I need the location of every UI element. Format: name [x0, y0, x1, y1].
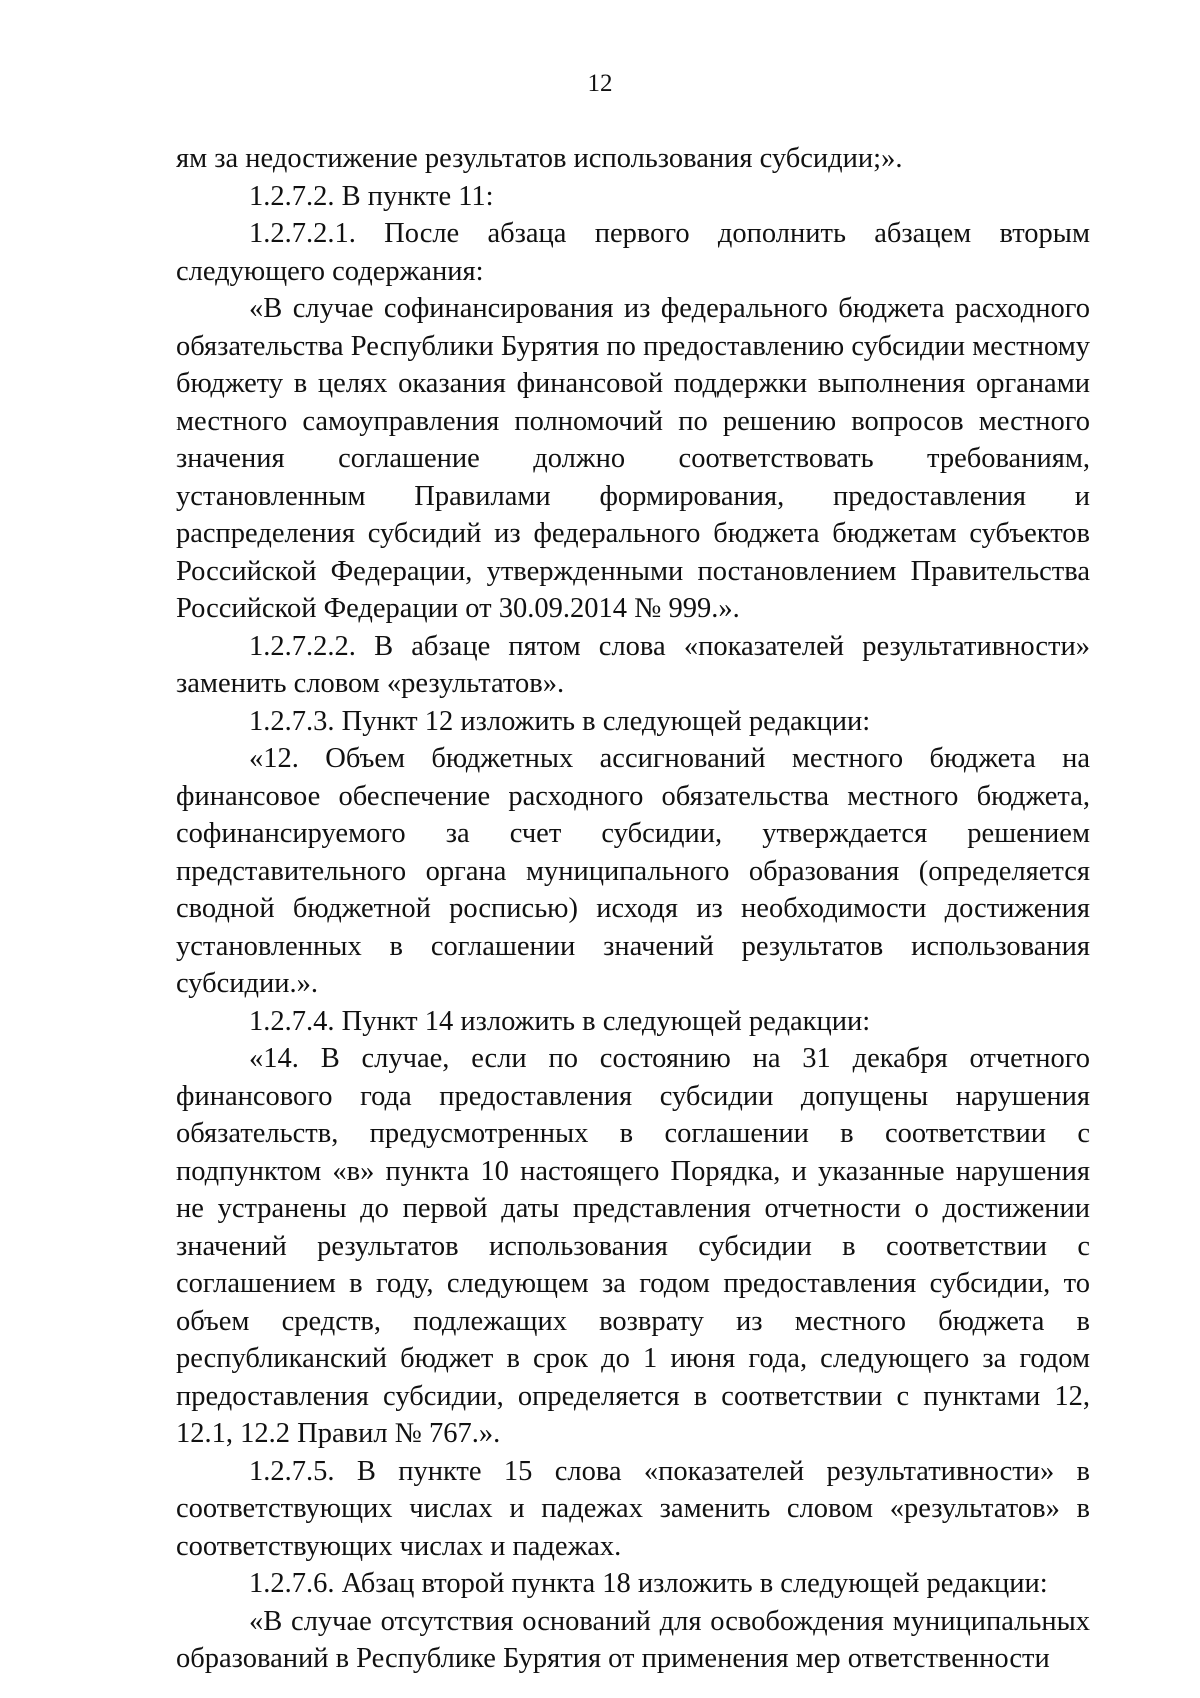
paragraph-1-2-7-2-1: 1.2.7.2.1. После абзаца первого дополнить абзацем вторым следующего содержания:	[176, 218, 1090, 287]
paragraph-1-2-7-4: 1.2.7.4. Пункт 14 изложить в следующей редакции:	[249, 1005, 871, 1037]
paragraph-continuation: ям за недостижение результатов использования субсидии;».	[176, 143, 903, 174]
paragraph-quote-14: «14. В случае, если по состоянию на 31 декабря отчетного финансового года предоставления субсидии допущены нарушения обязательств, предусмотренных в соглашении в соответствии с подпунктом «в» пункта 10 настоящего Порядка, и указанные нарушения не устранены до первой даты представления отчетности о достижении значений результатов использования субсидии в соответствии с соглашением в году, следующем за годом предоставления субсидии, то объем средств, подлежащих возврату из местного бюджета в республиканский бюджет в срок до 1 июня года, следующего за годом предоставления субсидии, определяется в соответствии с пунктами 12, 12.1, 12.2 Правил № 767.».	[176, 1043, 1090, 1449]
page-number: 12	[587, 70, 613, 97]
paragraph-1-2-7-6: 1.2.7.6. Абзац второй пункта 18 изложить в следующей редакции:	[249, 1568, 1048, 1599]
paragraph-quote-cofinancing: «В случае софинансирования из федерального бюджета расходного обязательства Республики Бурятия по предоставлению субсидии местному бюджету в целях оказания финансовой поддержки выполнения органами местного самоуправления полномочий по решению вопросов местного значения соглашение должно соответствовать требованиям, установленным Правилами формирования, предоставления и распределения субсидий из федерального бюджета бюджетам субъектов Российской Федерации, утвержденными постановлением Правительства Российской Федерации от 30.09.2014 № 999.».	[176, 293, 1090, 624]
paragraph-1-2-7-3: 1.2.7.3. Пункт 12 изложить в следующей редакции:	[249, 705, 871, 737]
paragraph-1-2-7-2-2: 1.2.7.2.2. В абзаце пятом слова «показателей результативности» заменить словом «результатов».	[176, 630, 1090, 699]
document-body	[176, 140, 1090, 1678]
paragraph-1-2-7-2: 1.2.7.2. В пункте 11:	[249, 180, 494, 212]
paragraph-quote-18: «В случае отсутствия оснований для освобождения муниципальных образований в Республике Бурятия от применения мер ответственности	[176, 1605, 1090, 1674]
paragraph-1-2-7-5: 1.2.7.5. В пункте 15 слова «показателей результативности» в соответствующих числах и падежах заменить словом «результатов» в соответствующих числах и падежах.	[176, 1455, 1090, 1562]
paragraph-quote-12: «12. Объем бюджетных ассигнований местного бюджета на финансовое обеспечение расходного обязательства местного бюджета, софинансируемого за счет субсидии, утверждается решением представительного органа муниципального образования (определяется сводной бюджетной росписью) исходя из необходимости достижения установленных в соглашении значений результатов использования субсидии.».	[176, 743, 1090, 999]
